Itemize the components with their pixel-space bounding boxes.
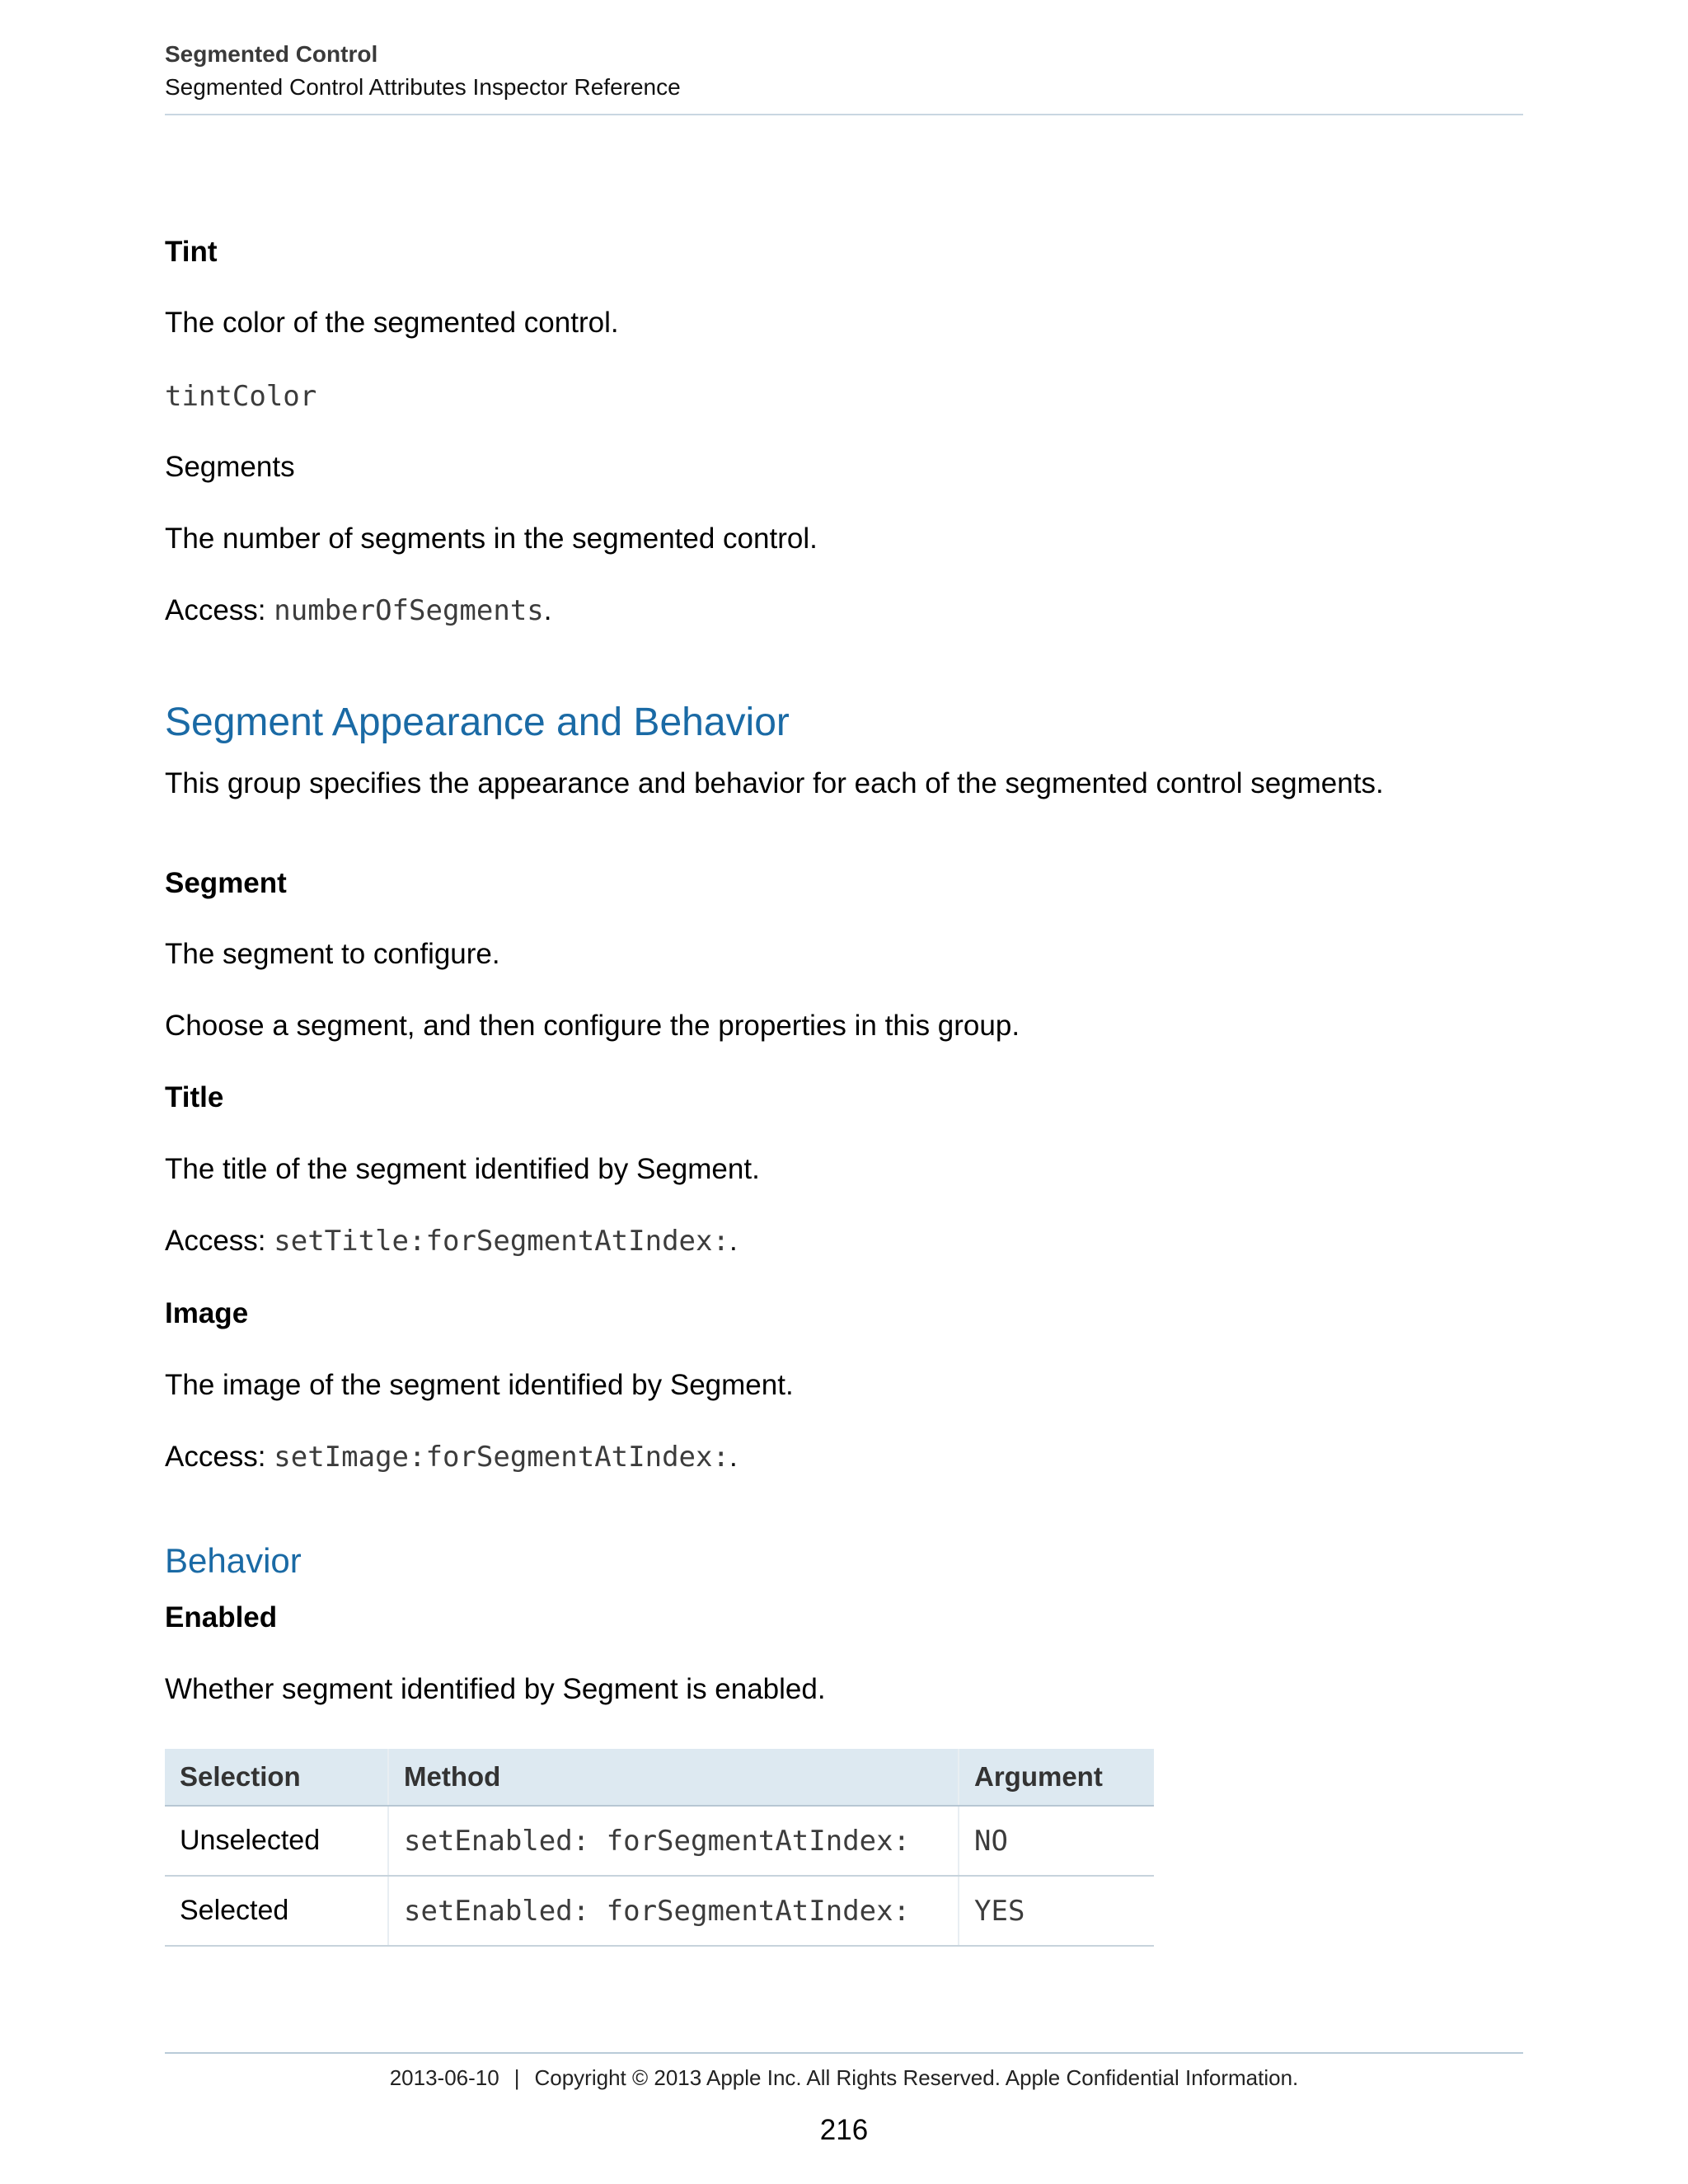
table-row — [165, 1806, 1154, 1876]
document-subtitle: Segmented Control Attributes Inspector Reference — [165, 74, 681, 100]
image-access — [165, 1441, 738, 1474]
selection-cell: Unselected — [165, 1806, 388, 1876]
tint-term: Tint — [165, 236, 218, 268]
table-row — [165, 1876, 1154, 1946]
tint-code: tintColor — [165, 380, 317, 413]
footer-copyright: Copyright © 2013 Apple Inc. All Rights Reserved. Apple Confidential Information. — [534, 2065, 1299, 2090]
access-suffix: . — [543, 594, 552, 626]
section-heading: Segment Appearance and Behavior — [165, 701, 790, 744]
segments-term: Segments — [165, 451, 295, 483]
selection-cell: Selected — [165, 1876, 388, 1946]
behavior-heading: Behavior — [165, 1541, 302, 1580]
chapter-title: Segmented Control — [165, 41, 378, 67]
table-header-row — [165, 1749, 1154, 1806]
method-cell: setEnabled: forSegmentAtIndex: — [388, 1876, 959, 1946]
enabled-description: Whether segment identified by Segment is enabled. — [165, 1673, 826, 1705]
title-access — [165, 1225, 738, 1258]
enabled-methods-table — [165, 1749, 1154, 1947]
access-code: setImage:forSegmentAtIndex: — [274, 1441, 729, 1474]
section-intro: This group specifies the appearance and behavior for each of the segmented control segments. — [165, 767, 1384, 799]
column-header-method: Method — [388, 1749, 959, 1806]
enabled-term: Enabled — [165, 1601, 278, 1633]
running-header — [165, 38, 1523, 104]
segment-term: Segment — [165, 867, 287, 899]
image-term: Image — [165, 1297, 249, 1329]
method-cell: setEnabled: forSegmentAtIndex: — [388, 1806, 959, 1876]
page-footer — [165, 2065, 1523, 2091]
segments-description: The number of segments in the segmented control. — [165, 523, 818, 555]
tint-description: The color of the segmented control. — [165, 307, 619, 339]
access-label: Access: — [165, 594, 274, 626]
segments-access — [165, 594, 552, 627]
title-term: Title — [165, 1081, 224, 1113]
access-label: Access: — [165, 1441, 274, 1473]
footer-divider — [165, 2052, 1523, 2054]
access-label: Access: — [165, 1225, 274, 1257]
header-divider — [165, 114, 1523, 115]
access-code: setTitle:forSegmentAtIndex: — [274, 1225, 729, 1258]
footer-date: 2013-06-10 — [389, 2065, 499, 2090]
access-suffix: . — [729, 1225, 738, 1257]
footer-separator: | — [513, 2065, 520, 2090]
page-number: 216 — [819, 2114, 869, 2146]
access-code: numberOfSegments — [274, 594, 544, 627]
argument-cell: NO — [959, 1806, 1154, 1876]
column-header-argument: Argument — [959, 1749, 1154, 1806]
access-suffix: . — [729, 1441, 738, 1473]
segment-instruction: Choose a segment, and then configure the properties in this group. — [165, 1010, 1020, 1042]
image-description: The image of the segment identified by Segment. — [165, 1369, 794, 1401]
argument-cell: YES — [959, 1876, 1154, 1946]
segment-description: The segment to configure. — [165, 938, 500, 970]
title-description: The title of the segment identified by Segment. — [165, 1153, 760, 1185]
column-header-selection: Selection — [165, 1749, 388, 1806]
